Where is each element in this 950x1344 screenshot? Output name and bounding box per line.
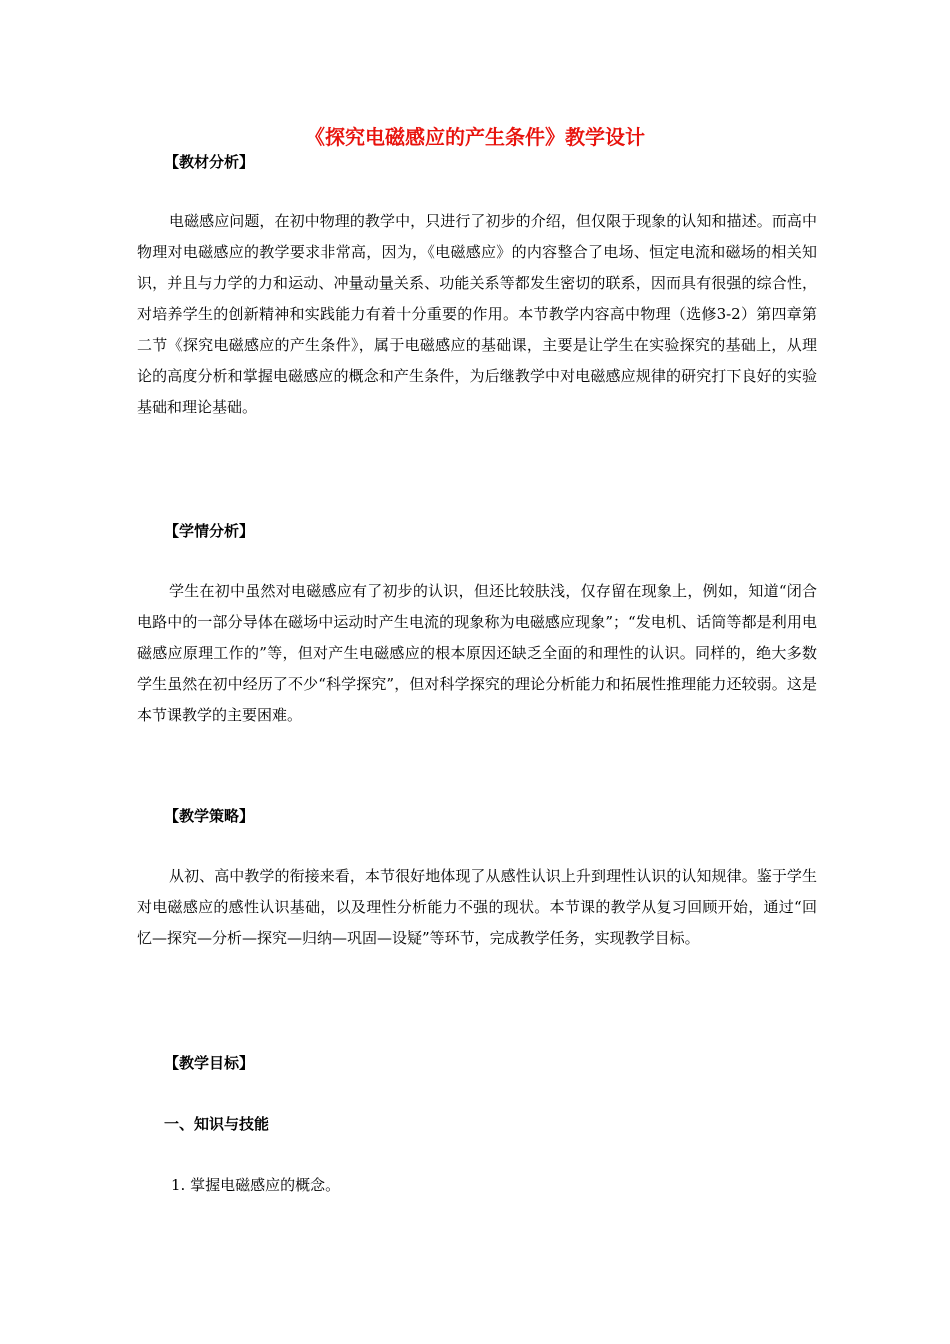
paragraph-teaching-strategy: 从初、高中教学的衔接来看，本节很好地体现了从感性认识上升到理性认识的认知规律。鉴于学生对电磁感应的感性认识基础，以及理性分析能力不强的现状。本节课的教学从复习回顾开始，通过“回忆—探究—分析—探究—归纳—巩固—设疑”等环节，完成教学任务，实现教学目标。 [137, 867, 817, 947]
section-heading-textbook-analysis: 【教材分析】 [164, 153, 255, 171]
section-heading-teaching-objectives: 【教学目标】 [164, 1054, 255, 1072]
section-heading-teaching-strategy: 【教学策略】 [164, 807, 255, 825]
section-heading-student-analysis: 【学情分析】 [164, 522, 255, 540]
document-title: 《探究电磁感应的产生条件》教学设计 [305, 125, 645, 149]
list-item: 1. 掌握电磁感应的概念。 [171, 1176, 341, 1194]
subsection-heading-knowledge-skills: 一、知识与技能 [164, 1115, 270, 1133]
paragraph-student-analysis: 学生在初中虽然对电磁感应有了初步的认识，但还比较肤浅，仅存留在现象上，例如，知道“闭合电路中的一部分导体在磁场中运动时产生电流的现象称为电磁感应现象”；“发电机、话筒等都是利用电磁感应原理工作的”等，但对产生电磁感应的根本原因还缺乏全面的和理性的认识。同样的，绝大多数学生虽然在初中经历了不少“科学探究”，但对科学探究的理论分析能力和拓展性推理能力还较弱。这是本节课教学的主要困难。 [137, 582, 817, 724]
paragraph-textbook-analysis: 电磁感应问题，在初中物理的教学中，只进行了初步的介绍，但仅限于现象的认知和描述。而高中物理对电磁感应的教学要求非常高，因为，《电磁感应》的内容整合了电场、恒定电流和磁场的相关知识，并且与力学的力和运动、冲量动量关系、功能关系等都发生密切的联系，因而具有很强的综合性，对培养学生的创新精神和实践能力有着十分重要的作用。本节教学内容高中物理（选修3-2）第四章第二节《探究电磁感应的产生条件》，属于电磁感应的基础课，主要是让学生在实验探究的基础上，从理论的高度分析和掌握电磁感应的概念和产生条件，为后继教学中对电磁感应规律的研究打下良好的实验基础和理论基础。 [137, 212, 817, 416]
